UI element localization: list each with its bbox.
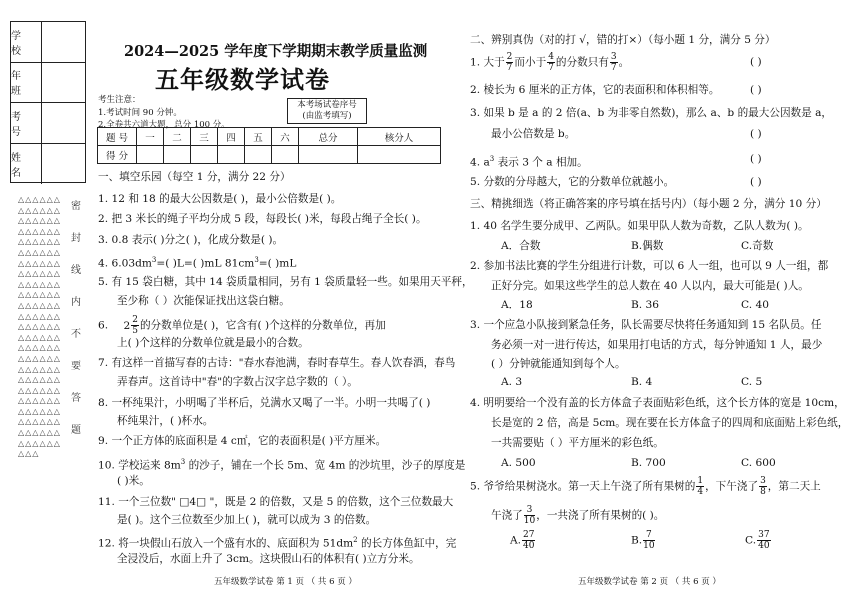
s1-q6-whole: 2 xyxy=(123,319,131,332)
s3-q5-text: 5. 爷爷给果树浇水。第一天上午浇了所有果树的 xyxy=(470,480,696,493)
fraction xyxy=(696,476,704,497)
fraction-denominator: 40 xyxy=(523,541,535,551)
score-cell: 一 xyxy=(137,128,164,146)
s3-q5-text: ，下午浇了 xyxy=(705,480,759,493)
exam-number-label: 考 号 xyxy=(11,103,42,143)
answer-paren[interactable]: ( ) xyxy=(750,176,762,188)
seal-line-text xyxy=(68,200,84,456)
fraction-denominator: 8 xyxy=(760,487,766,497)
s1-q6-text: 的分数单位是( )，它含有( )个这样的分数单位，再加 xyxy=(139,319,386,332)
s3-q1: 1. 40 名学生要分成甲、乙两队。如果甲队人数为奇数，乙队人数为( )。 xyxy=(470,220,809,232)
score-value-row xyxy=(98,146,441,164)
option[interactable]: C. 5 xyxy=(741,376,763,388)
option[interactable]: A. 500 xyxy=(501,457,536,469)
s1-q8-line1: 8. 一杯纯果汁，小明喝了半杯后，兑满水又喝了一半。小明一共喝了( ) xyxy=(98,397,431,409)
fraction-denominator: 10 xyxy=(523,516,536,526)
fraction-numerator: 3 xyxy=(610,52,617,62)
section1-title: 一、填空乐园（每空 1 分，满分 22 分） xyxy=(98,171,291,183)
s1-q9: 9. 一个正方体的底面积是 4 c㎡，它的表面积是( )平方厘米。 xyxy=(98,435,387,447)
seal-char: 封 xyxy=(71,233,81,244)
s1-q11-line2: 是( )。这个三位数至少加上( )，就可以成为 3 的倍数。 xyxy=(117,514,377,526)
s3-q3-line3: ( ）分钟就能通知到每个人。 xyxy=(491,358,626,370)
option[interactable]: A．合数 xyxy=(501,240,541,252)
s2-q1-text: 。 xyxy=(618,56,630,69)
fraction-denominator: 4 xyxy=(697,487,704,497)
s2-q4-part: 表示 3 个 a 相加。 xyxy=(494,156,588,169)
seal-char: 题 xyxy=(71,425,81,436)
s1-q11-line1: 11. 一个三位数" □4□ "，既是 2 的倍数，又是 5 的倍数，这个三位数最大 xyxy=(98,496,454,508)
fraction xyxy=(759,476,767,497)
fraction xyxy=(524,505,535,526)
s3-q3-line2: 务必须一对一进行传达，如果用打电话的方式，每分钟通知 1 人，最少 xyxy=(491,339,823,351)
fraction xyxy=(547,52,555,73)
score-cell: 二 xyxy=(164,128,191,146)
s1-q7-line2: 弄春声。这首诗中"春"的字数占汉字总字数的（ ）。 xyxy=(117,376,358,388)
s3-q3-line1: 3. 一个应急小队接到紧急任务，队长需要尽快将任务通知到 15 名队员。任 xyxy=(470,319,822,331)
answer-paren[interactable]: ( ) xyxy=(750,128,762,140)
class-field[interactable] xyxy=(11,63,85,104)
page-footer-right: 五年级数学试卷 第 2 页 （ 共 6 页 ） xyxy=(578,577,721,587)
score-cell: 核分人 xyxy=(358,128,441,146)
school-label: 学 校 xyxy=(11,22,42,62)
answer-paren[interactable]: ( ) xyxy=(750,84,762,96)
score-input[interactable] xyxy=(218,146,245,164)
score-header-row xyxy=(98,128,441,146)
option-label: C. xyxy=(745,534,757,547)
s3-q5-line2 xyxy=(491,505,664,526)
s1-q5-line2: 至少称（ ）次能保证找出这袋白糖。 xyxy=(117,295,290,307)
s1-q1: 1. 12 和 18 的最大公因数是( )，最小公倍数是( )。 xyxy=(98,193,342,205)
school-field[interactable] xyxy=(11,22,85,63)
s2-q3-line2: 最小公倍数是 b。 xyxy=(491,128,576,140)
option[interactable]: C. 600 xyxy=(741,457,776,469)
name-label: 姓 名 xyxy=(11,144,42,185)
seat-box-label: 本考场试卷序号 xyxy=(297,100,357,110)
section3-title: 三、精挑细选（将正确答案的序号填在括号内）（每小题 2 分，满分 10 分） xyxy=(470,198,827,210)
fraction-numerator: 3 xyxy=(760,476,766,486)
exam-number-field[interactable] xyxy=(11,103,85,144)
seal-char: 线 xyxy=(71,265,81,276)
student-info-box xyxy=(10,21,86,183)
s1-q4: 4. $6.03dm^3=$( )L=( )mL $81cm^3=$( )mL xyxy=(98,256,297,270)
fraction-denominator: 7 xyxy=(610,63,617,73)
triangle-border: △△△△△△△△△△△△△△△△△△△△△△△△△△△△△△△△△△△△△△△△△△△△△△△△△△△△△△△△△△△△△△△△△△△△△△△△△△△△△△△△△△△△△△△△△△△△△△△△△△△△△△△△△△△△△△△△△△△△△△△△△△△△△△△△△△△△△△△△△△△△△△△△△△△ xyxy=(18,195,61,459)
answer-paren[interactable]: ( ) xyxy=(750,56,762,68)
notes-title: 考生注意： xyxy=(98,95,141,105)
section2-title: 二、辨别真伪（对的打 √，错的打×）（每小题 1 分，满分 5 分） xyxy=(470,34,776,46)
s3-q2-line1: 2. 参加书法比赛的学生分组进行计数，可以 6 人一组，也可以 9 人一组，都 xyxy=(470,260,829,272)
s1-q12-line1: 12. 将一块假山石放入一个盛有水的、底面积为 $51dm^2$ 的长方体鱼缸中，完 xyxy=(98,536,457,550)
option[interactable] xyxy=(510,530,536,551)
option[interactable]: B. 700 xyxy=(631,457,666,469)
s1-q2: 2. 把 3 米长的绳子平均分成 5 段，每段长( )米，每段占绳子全长( )。 xyxy=(98,213,427,225)
s3-q5-text: ，一共浇了所有果树的( )。 xyxy=(536,509,665,522)
s1-q8-line2: 杯纯果汁，( )杯水。 xyxy=(117,415,214,427)
s3-q4-line1: 4. 明明要给一个没有盖的长方体盒子表面贴彩色纸，这个长方体的宽是 10cm， xyxy=(470,397,845,409)
fraction-denominator: 10 xyxy=(643,541,655,551)
score-input[interactable] xyxy=(299,146,358,164)
s2-q4-part: 4. a xyxy=(470,156,490,169)
score-input[interactable] xyxy=(137,146,164,164)
s1-q10-part: 10. 学校运来 8m xyxy=(98,459,181,472)
fraction xyxy=(643,530,654,551)
score-cell: 四 xyxy=(218,128,245,146)
s2-q3-line1: 3. 如果 b 是 a 的 2 倍(a、b 为非零自然数)，那么 a、b 的最大公因数是 a， xyxy=(470,107,833,119)
fraction-denominator: 5 xyxy=(132,326,138,336)
seal-char: 要 xyxy=(71,361,81,372)
s1-q7-line1: 7. 有这样一首描写春的古诗："春水春池满，春时春草生。春人饮春酒，春鸟 xyxy=(98,357,456,369)
option[interactable]: A. 3 xyxy=(501,376,523,388)
fraction-numerator: 3 xyxy=(524,505,535,516)
s2-q1 xyxy=(470,52,629,73)
fraction-denominator: 7 xyxy=(548,63,554,73)
page-footer-left: 五年级数学试卷 第 1 页 （ 共 6 页 ） xyxy=(214,577,357,587)
fraction-denominator: 7 xyxy=(506,63,513,73)
fraction-numerator: 1 xyxy=(697,476,704,486)
score-input[interactable] xyxy=(164,146,191,164)
exam-title: 五年级数学试卷 xyxy=(155,65,330,94)
note-item: 2.全卷共六道大题，总分 100 分。 xyxy=(98,120,230,130)
s1-q6-num: 6. xyxy=(98,319,109,332)
fraction-numerator: 27 xyxy=(523,530,535,540)
s2-q1-text: 1. 大于 xyxy=(470,56,505,69)
s2-q1-text: 的分数只有 xyxy=(555,56,609,69)
option[interactable]: B. 4 xyxy=(631,376,653,388)
score-cell: 题 号 xyxy=(98,128,137,146)
option[interactable]: B. 36 xyxy=(631,299,659,311)
fraction xyxy=(757,530,770,551)
fraction-numerator: 37 xyxy=(758,530,770,540)
score-cell: 得 分 xyxy=(98,146,137,164)
name-field[interactable] xyxy=(11,144,85,185)
s1-q12-line2: 全浸没后，水面上升了 3cm。这块假山石的体积有( )立方分米。 xyxy=(117,553,420,565)
s1-q4-part: 4. 6.03dm xyxy=(98,257,152,270)
s3-q5-line1 xyxy=(470,476,821,497)
score-input[interactable] xyxy=(272,146,299,164)
option[interactable]: C. 40 xyxy=(741,299,769,311)
fraction-numerator: 2 xyxy=(506,52,513,62)
s1-q10-line2: ( )米。 xyxy=(117,475,150,487)
seal-char: 不 xyxy=(71,329,81,340)
s3-q4-line2: 长是宽的 2 倍，高是 5cm。现在要在长方体盒子的四周和底面贴上彩色纸， xyxy=(491,417,849,429)
option[interactable]: B.偶数 xyxy=(631,240,664,252)
score-input[interactable] xyxy=(191,146,218,164)
score-table xyxy=(97,127,441,164)
score-input[interactable] xyxy=(245,146,272,164)
fraction xyxy=(522,530,535,551)
score-cell: 三 xyxy=(191,128,218,146)
s3-q2-line2: 正好分完。如果这些学生的总人数在 40 人以内，最大可能是( )人。 xyxy=(491,280,809,292)
fraction-numerator: 4 xyxy=(548,52,554,62)
s1-q10-line1: 10. 学校运来 $8m^3$ 的沙子，铺在一个长 5m、宽 4m 的沙坑里，沙子的厚度是 xyxy=(98,458,466,472)
note-item: 1.考试时间 90 分钟。 xyxy=(98,107,182,118)
option[interactable]: A．18 xyxy=(501,299,533,311)
fraction-numerator: 2 xyxy=(132,315,138,325)
class-label: 年 班 xyxy=(11,63,42,103)
option-label: A. xyxy=(510,534,522,547)
s1-q4-part: =( )mL xyxy=(258,257,297,270)
fraction xyxy=(131,315,139,336)
fraction xyxy=(610,52,618,73)
s2-q5: 5. 分数的分母越大，它的分数单位就越小。 xyxy=(470,176,675,188)
seal-char: 密 xyxy=(71,201,81,212)
score-cell: 六 xyxy=(272,128,299,146)
answer-paren[interactable]: ( ) xyxy=(750,153,762,165)
option[interactable] xyxy=(631,530,656,551)
fraction-numerator: 7 xyxy=(643,530,654,541)
year-title: 2024—2025 学年度下学期期末教学质量监测 xyxy=(124,43,428,60)
option-label: B. xyxy=(631,534,643,547)
exam-notes xyxy=(98,94,230,132)
fraction xyxy=(506,52,514,73)
s1-q12-part: 12. 将一块假山石放入一个盛有水的、底面积为 51dm xyxy=(98,537,354,550)
seal-char: 答 xyxy=(71,393,81,404)
s1-q6-line1 xyxy=(98,315,386,336)
s2-q1-text: 而小于 xyxy=(514,56,547,69)
score-cell: 五 xyxy=(245,128,272,146)
s2-q4: 4. $a^3$ 表示 3 个 a 相加。 xyxy=(470,155,588,169)
s1-q4-part: =( )L=( )mL 81cm xyxy=(156,257,255,270)
seal-char: 内 xyxy=(71,297,81,308)
fraction-denominator: 40 xyxy=(758,541,770,551)
s3-q4-line3: 一共需要贴（ ）平方厘米的彩色纸。 xyxy=(491,437,664,449)
option[interactable] xyxy=(745,530,772,551)
option[interactable]: C.奇数 xyxy=(741,240,774,252)
s2-q2: 2. 棱长为 6 厘米的正方体，它的表面积和体积相等。 xyxy=(470,84,720,96)
s1-q3: 3. 0.8 表示( )分之( )，化成分数是( )。 xyxy=(98,234,284,246)
score-cell: 总分 xyxy=(299,128,358,146)
s3-q5-text: 午浇了 xyxy=(491,509,523,522)
s1-q12-part: 的长方体鱼缸中，完 xyxy=(357,537,457,550)
seat-box-sublabel: (由监考填写) xyxy=(302,111,352,121)
s3-q5-text: ，第二天上 xyxy=(767,480,821,493)
seat-number-box[interactable] xyxy=(287,98,367,124)
s1-q10-part: 的沙子，铺在一个长 5m、宽 4m 的沙坑里，沙子的厚度是 xyxy=(185,459,466,472)
score-input[interactable] xyxy=(358,146,441,164)
s1-q5-line1: 5. 有 15 袋白糖，其中 14 袋质量相同，另有 1 袋质量轻一些。如果用天平秤， xyxy=(98,276,473,288)
s1-q6-line2: 上( )个这样的分数单位就是最小的合数。 xyxy=(117,337,309,349)
